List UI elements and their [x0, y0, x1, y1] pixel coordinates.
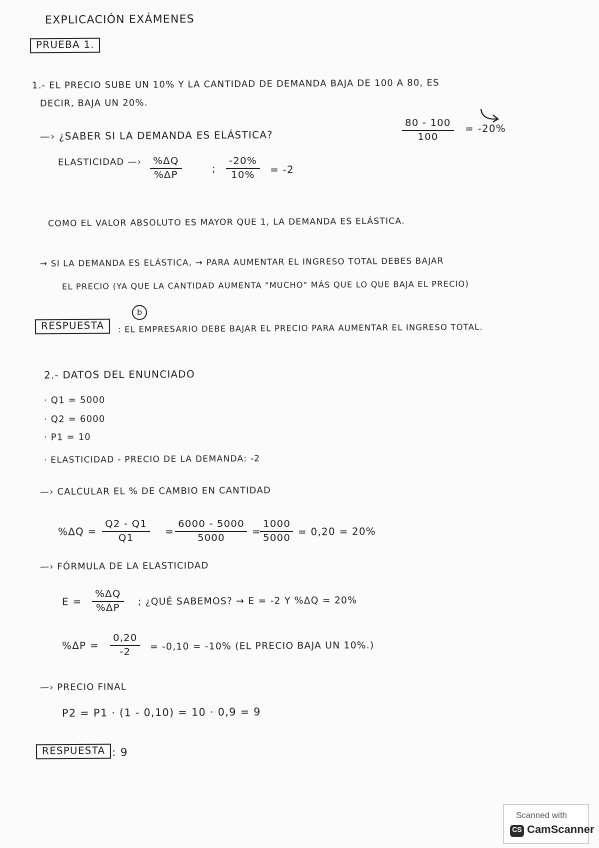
elasticity-label: ELASTICIDAD —› [57, 157, 142, 169]
q1-pct-change-fraction [402, 117, 454, 144]
q1-statement-line2: DECIR, BAJA UN 20%. [39, 98, 148, 110]
q2-data-line-4: · ELASTICIDAD - PRECIO DE LA DEMANDA: -2 [43, 454, 261, 466]
elasticity-fraction [150, 155, 182, 182]
pct-change-den: 100 [417, 132, 439, 143]
q1-pct-change-result: = -20% [464, 123, 507, 136]
q2-respuesta-value: : 9 [111, 745, 129, 760]
pct-change-num: 80 - 100 [402, 117, 454, 131]
q1-conclusion: COMO EL VALOR ABSOLUTO ES MAYOR QUE 1, LA DEMANDA ES ELÁSTICA. [47, 216, 405, 230]
f2-num: 6000 - 5000 [175, 518, 247, 532]
q2-step3: —› PRECIO FINAL [39, 682, 127, 694]
q2-data-line-2: · Q2 = 6000 [43, 414, 106, 426]
dq-result: = 0,20 = 20% [297, 526, 377, 539]
elasticity-value-result: = -2 [269, 164, 294, 177]
q1-respuesta-label: RESPUESTA [35, 319, 110, 335]
q2-respuesta-label: RESPUESTA [36, 744, 111, 760]
dq-fraction-2 [175, 518, 247, 545]
q1-statement-line1: 1.- EL PRECIO SUBE UN 10% Y LA CANTIDAD DE DEMANDA BAJA DE 100 A 80, ES [31, 78, 440, 92]
dq-label: %ΔQ = [57, 526, 97, 539]
elasticity-num: %ΔQ [150, 155, 182, 169]
f1-den: Q1 [118, 533, 134, 544]
q2-step1: —› CALCULAR EL % DE CAMBIO EN CANTIDAD [39, 486, 272, 498]
elasticity-separator: ; [211, 163, 217, 176]
q2-step2: —› FÓRMULA DE LA ELASTICIDAD [39, 561, 209, 573]
dp-label: %ΔP = [61, 640, 99, 653]
q2-data-line-3: · P1 = 10 [43, 432, 92, 444]
f1-num: Q2 - Q1 [102, 518, 150, 532]
dp-fraction [110, 632, 140, 659]
e-den: %ΔP [95, 603, 120, 614]
f2-den: 5000 [197, 533, 225, 544]
equals-sign: = [251, 526, 262, 539]
e-fraction [92, 588, 124, 615]
dq-fraction-1 [102, 518, 150, 545]
q1-note-line1: → SI LA DEMANDA ES ELÁSTICA, → PARA AUMENTAR EL INGRESO TOTAL DEBES BAJAR [39, 255, 444, 269]
scanner-badge-line1: Scanned with [516, 810, 568, 820]
curved-arrow-icon [479, 107, 503, 125]
e-label: E = [61, 596, 82, 609]
dq-fraction-3 [260, 518, 293, 545]
page-title: EXPLICACIÓN EXÁMENES [44, 12, 195, 27]
e-num: %ΔQ [92, 588, 124, 602]
elasticity-den: %ΔP [153, 170, 178, 181]
q2-heading: 2.- DATOS DEL ENUNCIADO [43, 369, 195, 382]
elasticity-value-fraction [226, 155, 260, 182]
scanner-badge [503, 804, 595, 844]
q1-question: —› ¿SABER SI LA DEMANDA ES ELÁSTICA? [39, 130, 273, 143]
value-num: -20% [226, 155, 260, 169]
dp-num: 0,20 [110, 632, 140, 646]
camscanner-logo-icon: CS [510, 825, 524, 837]
p2-line: P2 = P1 · (1 - 0,10) = 10 · 0,9 = 9 [61, 706, 261, 720]
q2-data-line-1: · Q1 = 5000 [43, 395, 106, 407]
prueba-label: PRUEBA 1. [30, 38, 101, 53]
dp-den: -2 [119, 647, 131, 658]
circled-answer-letter: b [132, 305, 147, 320]
q1-note-line2: EL PRECIO (YA QUE LA CANTIDAD AUMENTA "MUCHO" MÁS QUE LO QUE BAJA EL PRECIO) [61, 278, 470, 292]
q1-respuesta-text: : EL EMPRESARIO DEBE BAJAR EL PRECIO PARA AUMENTAR EL INGRESO TOTAL. [117, 321, 483, 335]
scanner-badge-brand: CamScanner [527, 824, 595, 836]
equals-sign: = [164, 526, 175, 539]
dp-result: = -0,10 = -10% (EL PRECIO BAJA UN 10%.) [149, 640, 375, 653]
value-den: 10% [231, 170, 255, 181]
e-known: ; ¿QUÉ SABEMOS? → E = -2 Y %ΔQ = 20% [137, 595, 358, 608]
f3-num: 1000 [260, 518, 293, 532]
f3-den: 5000 [263, 533, 291, 544]
